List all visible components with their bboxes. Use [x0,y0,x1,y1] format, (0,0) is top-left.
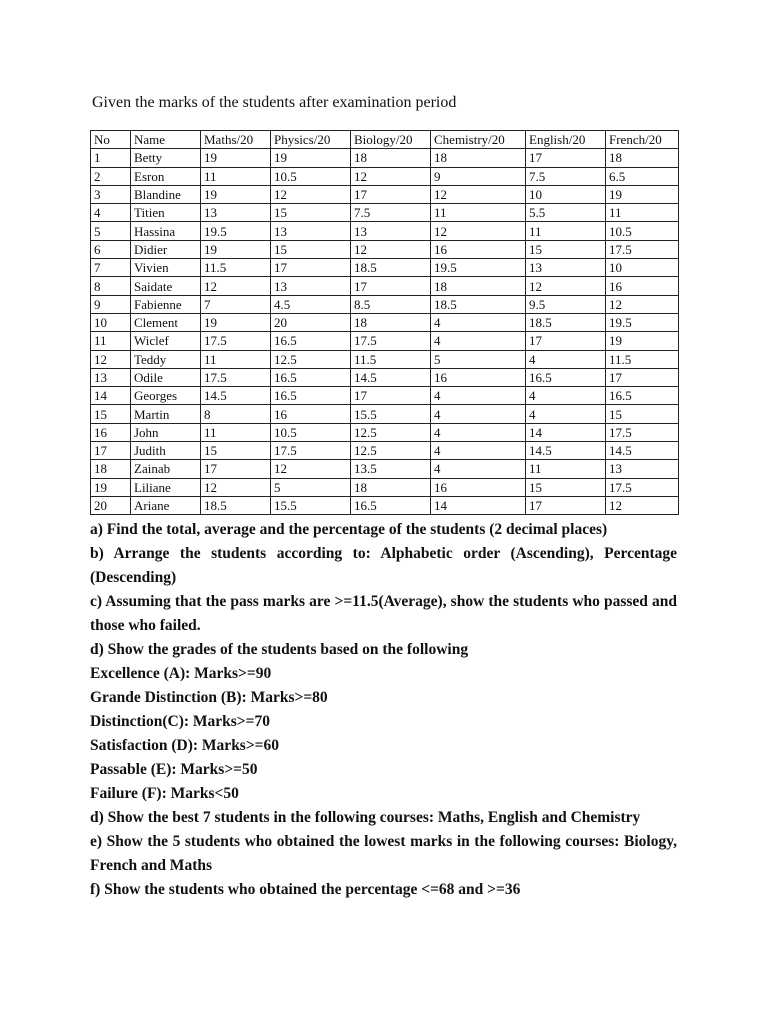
table-cell: Betty [131,149,201,167]
table-cell: 9.5 [526,295,606,313]
table-cell: 12 [351,167,431,185]
table-cell: 19.5 [201,222,271,240]
table-cell: 15 [271,240,351,258]
table-cell: 11.5 [606,350,679,368]
question-line: Distinction(C): Marks>=70 [90,713,270,730]
table-cell: 16 [606,277,679,295]
table-row [91,350,679,368]
table-cell: 7 [201,295,271,313]
table-cell: 19 [606,185,679,203]
table-cell: 12 [271,185,351,203]
table-cell: 10 [526,185,606,203]
question-line: Satisfaction (D): Marks>=60 [90,737,280,754]
document-title: Given the marks of the students after examination period [92,94,457,111]
table-cell: 15 [606,405,679,423]
table-cell: Wiclef [131,332,201,350]
table-cell: Titien [131,204,201,222]
table-cell: Vivien [131,259,201,277]
table-cell: 19 [201,313,271,331]
table-cell: Blandine [131,185,201,203]
question-line: Failure (F): Marks<50 [90,785,239,802]
table-cell: 11 [526,222,606,240]
table-row [91,295,679,313]
table-cell: 17 [91,442,131,460]
table-cell: 11 [201,423,271,441]
table-cell: Didier [131,240,201,258]
table-cell: 13 [606,460,679,478]
table-cell: 12 [201,277,271,295]
table-cell: 14.5 [526,442,606,460]
table-cell: Ariane [131,496,201,514]
table-cell: 8 [91,277,131,295]
table-cell: 12 [606,496,679,514]
table-row [91,478,679,496]
table-cell: 17.5 [201,368,271,386]
table-row [91,149,679,167]
table-cell: 19 [91,478,131,496]
table-cell: 4 [526,350,606,368]
table-cell: 11 [201,167,271,185]
table-row [91,259,679,277]
table-cell: 10.5 [271,167,351,185]
table-cell: 17 [351,387,431,405]
table-cell: 4 [431,423,526,441]
table-cell: 1 [91,149,131,167]
table-cell: Zainab [131,460,201,478]
table-cell: 17.5 [606,423,679,441]
table-cell: Martin [131,405,201,423]
table-cell: 12 [431,185,526,203]
table-cell: 17 [606,368,679,386]
table-cell: 10 [91,313,131,331]
table-cell: 4 [431,442,526,460]
table-cell: 19 [271,149,351,167]
table-cell: John [131,423,201,441]
table-row [91,313,679,331]
table-cell: 19.5 [606,313,679,331]
table-row [91,387,679,405]
table-cell: 15 [91,405,131,423]
question-line: b) Arrange the students according to: Alphabetic order (Ascending), Percentage (Descending) [90,545,677,586]
table-row [91,423,679,441]
table-cell: 14.5 [606,442,679,460]
table-cell: 18 [431,149,526,167]
table-cell: 5 [91,222,131,240]
table-cell: 18 [351,313,431,331]
table-cell: 17.5 [351,332,431,350]
table-row [91,332,679,350]
table-row [91,222,679,240]
table-cell: 14.5 [351,368,431,386]
question-line: Excellence (A): Marks>=90 [90,665,272,682]
table-cell: 12.5 [271,350,351,368]
table-cell: 13.5 [351,460,431,478]
question-line: Passable (E): Marks>=50 [90,761,258,778]
table-cell: 13 [271,277,351,295]
table-cell: 15 [201,442,271,460]
table-cell: 19 [201,240,271,258]
table-cell: 17 [201,460,271,478]
table-cell: Fabienne [131,295,201,313]
table-cell: 5.5 [526,204,606,222]
column-header: Chemistry/20 [431,131,526,149]
table-row [91,167,679,185]
table-cell: 19 [201,185,271,203]
table-cell: Esron [131,167,201,185]
table-row [91,496,679,514]
table-cell: 16.5 [271,332,351,350]
table-cell: Liliane [131,478,201,496]
table-cell: 4 [526,405,606,423]
column-header: No [91,131,131,149]
table-cell: 14.5 [201,387,271,405]
question-line: e) Show the 5 students who obtained the lowest marks in the following courses: Biology, French and Maths [90,833,677,874]
table-cell: Georges [131,387,201,405]
table-cell: 12 [201,478,271,496]
table-cell: 17 [526,496,606,514]
table-cell: 15.5 [271,496,351,514]
question-line: d) Show the best 7 students in the following courses: Maths, English and Chemistry [90,809,641,826]
table-row [91,185,679,203]
column-header: Biology/20 [351,131,431,149]
table-cell: 4 [431,405,526,423]
table-row [91,277,679,295]
table-cell: Judith [131,442,201,460]
table-body [91,149,679,515]
column-header: Physics/20 [271,131,351,149]
table-cell: 18 [606,149,679,167]
table-cell: 16 [431,240,526,258]
table-cell: 12.5 [351,442,431,460]
table-row [91,368,679,386]
table-cell: 13 [351,222,431,240]
table-cell: 15 [271,204,351,222]
table-cell: 18 [351,478,431,496]
table-cell: 12.5 [351,423,431,441]
table-cell: Saidate [131,277,201,295]
table-cell: 12 [606,295,679,313]
table-cell: 13 [91,368,131,386]
table-cell: 18 [91,460,131,478]
table-cell: 4 [526,387,606,405]
table-cell: 11.5 [351,350,431,368]
table-cell: 4 [431,332,526,350]
table-cell: 17.5 [606,478,679,496]
table-cell: 17 [351,185,431,203]
table-row [91,405,679,423]
column-header: Maths/20 [201,131,271,149]
table-cell: 15 [526,478,606,496]
questions-section [90,518,677,902]
table-cell: 4 [431,387,526,405]
table-cell: 20 [271,313,351,331]
table-cell: 12 [91,350,131,368]
table-cell: 10 [606,259,679,277]
table-cell: 18.5 [431,295,526,313]
table-cell: 16 [431,478,526,496]
table-cell: 17 [526,332,606,350]
table-cell: 9 [431,167,526,185]
table-cell: 12 [526,277,606,295]
table-cell: 17.5 [201,332,271,350]
table-cell: 17.5 [606,240,679,258]
question-line: d) Show the grades of the students based on the following [90,641,469,658]
table-cell: 20 [91,496,131,514]
column-header: French/20 [606,131,679,149]
table-cell: 17 [351,277,431,295]
table-cell: 18.5 [201,496,271,514]
table-cell: 8.5 [351,295,431,313]
table-cell: 19 [201,149,271,167]
table-cell: 3 [91,185,131,203]
table-row [91,442,679,460]
table-cell: 14 [526,423,606,441]
table-cell: 13 [271,222,351,240]
table-cell: 7.5 [351,204,431,222]
table-cell: 11.5 [201,259,271,277]
table-cell: 11 [431,204,526,222]
table-cell: 15 [526,240,606,258]
table-cell: 16.5 [271,368,351,386]
table-cell: 5 [271,478,351,496]
table-cell: 12 [271,460,351,478]
table-cell: 11 [91,332,131,350]
table-cell: Odile [131,368,201,386]
table-row [91,204,679,222]
table-cell: 10.5 [271,423,351,441]
table-cell: 6 [91,240,131,258]
question-line: f) Show the students who obtained the percentage <=68 and >=36 [90,881,521,898]
table-cell: 14 [91,387,131,405]
table-cell: 6.5 [606,167,679,185]
table-cell: 17 [271,259,351,277]
table-cell: 4 [431,460,526,478]
table-cell: 7 [91,259,131,277]
table-cell: 16 [91,423,131,441]
question-line: a) Find the total, average and the percentage of the students (2 decimal places) [90,521,608,538]
table-cell: 13 [526,259,606,277]
table-cell: 4 [91,204,131,222]
table-cell: 5 [431,350,526,368]
table-cell: Clement [131,313,201,331]
table-cell: 7.5 [526,167,606,185]
question-line: Grande Distinction (B): Marks>=80 [90,689,328,706]
column-header: Name [131,131,201,149]
table-cell: 18.5 [351,259,431,277]
table-cell: 19.5 [431,259,526,277]
table-cell: Hassina [131,222,201,240]
marks-table [90,130,679,515]
table-cell: 18 [431,277,526,295]
table-cell: 4 [431,313,526,331]
table-cell: 2 [91,167,131,185]
table-cell: 4.5 [271,295,351,313]
table-row [91,240,679,258]
table-cell: 15.5 [351,405,431,423]
table-cell: 16.5 [526,368,606,386]
table-cell: 10.5 [606,222,679,240]
table-row [91,460,679,478]
table-cell: 13 [201,204,271,222]
table-header-row [91,131,679,149]
column-header: English/20 [526,131,606,149]
table-cell: 16.5 [351,496,431,514]
question-line: c) Assuming that the pass marks are >=11.5(Average), show the students who passed and those who failed. [90,593,677,634]
table-cell: 18.5 [526,313,606,331]
table-cell: 11 [606,204,679,222]
table-cell: 16 [431,368,526,386]
table-cell: 12 [351,240,431,258]
table-cell: 16.5 [606,387,679,405]
table-cell: 11 [201,350,271,368]
table-cell: 16.5 [271,387,351,405]
table-cell: Teddy [131,350,201,368]
table-cell: 11 [526,460,606,478]
table-cell: 9 [91,295,131,313]
table-cell: 14 [431,496,526,514]
table-cell: 8 [201,405,271,423]
table-cell: 17 [526,149,606,167]
table-cell: 16 [271,405,351,423]
table-cell: 18 [351,149,431,167]
table-cell: 12 [431,222,526,240]
table-cell: 17.5 [271,442,351,460]
table-cell: 19 [606,332,679,350]
